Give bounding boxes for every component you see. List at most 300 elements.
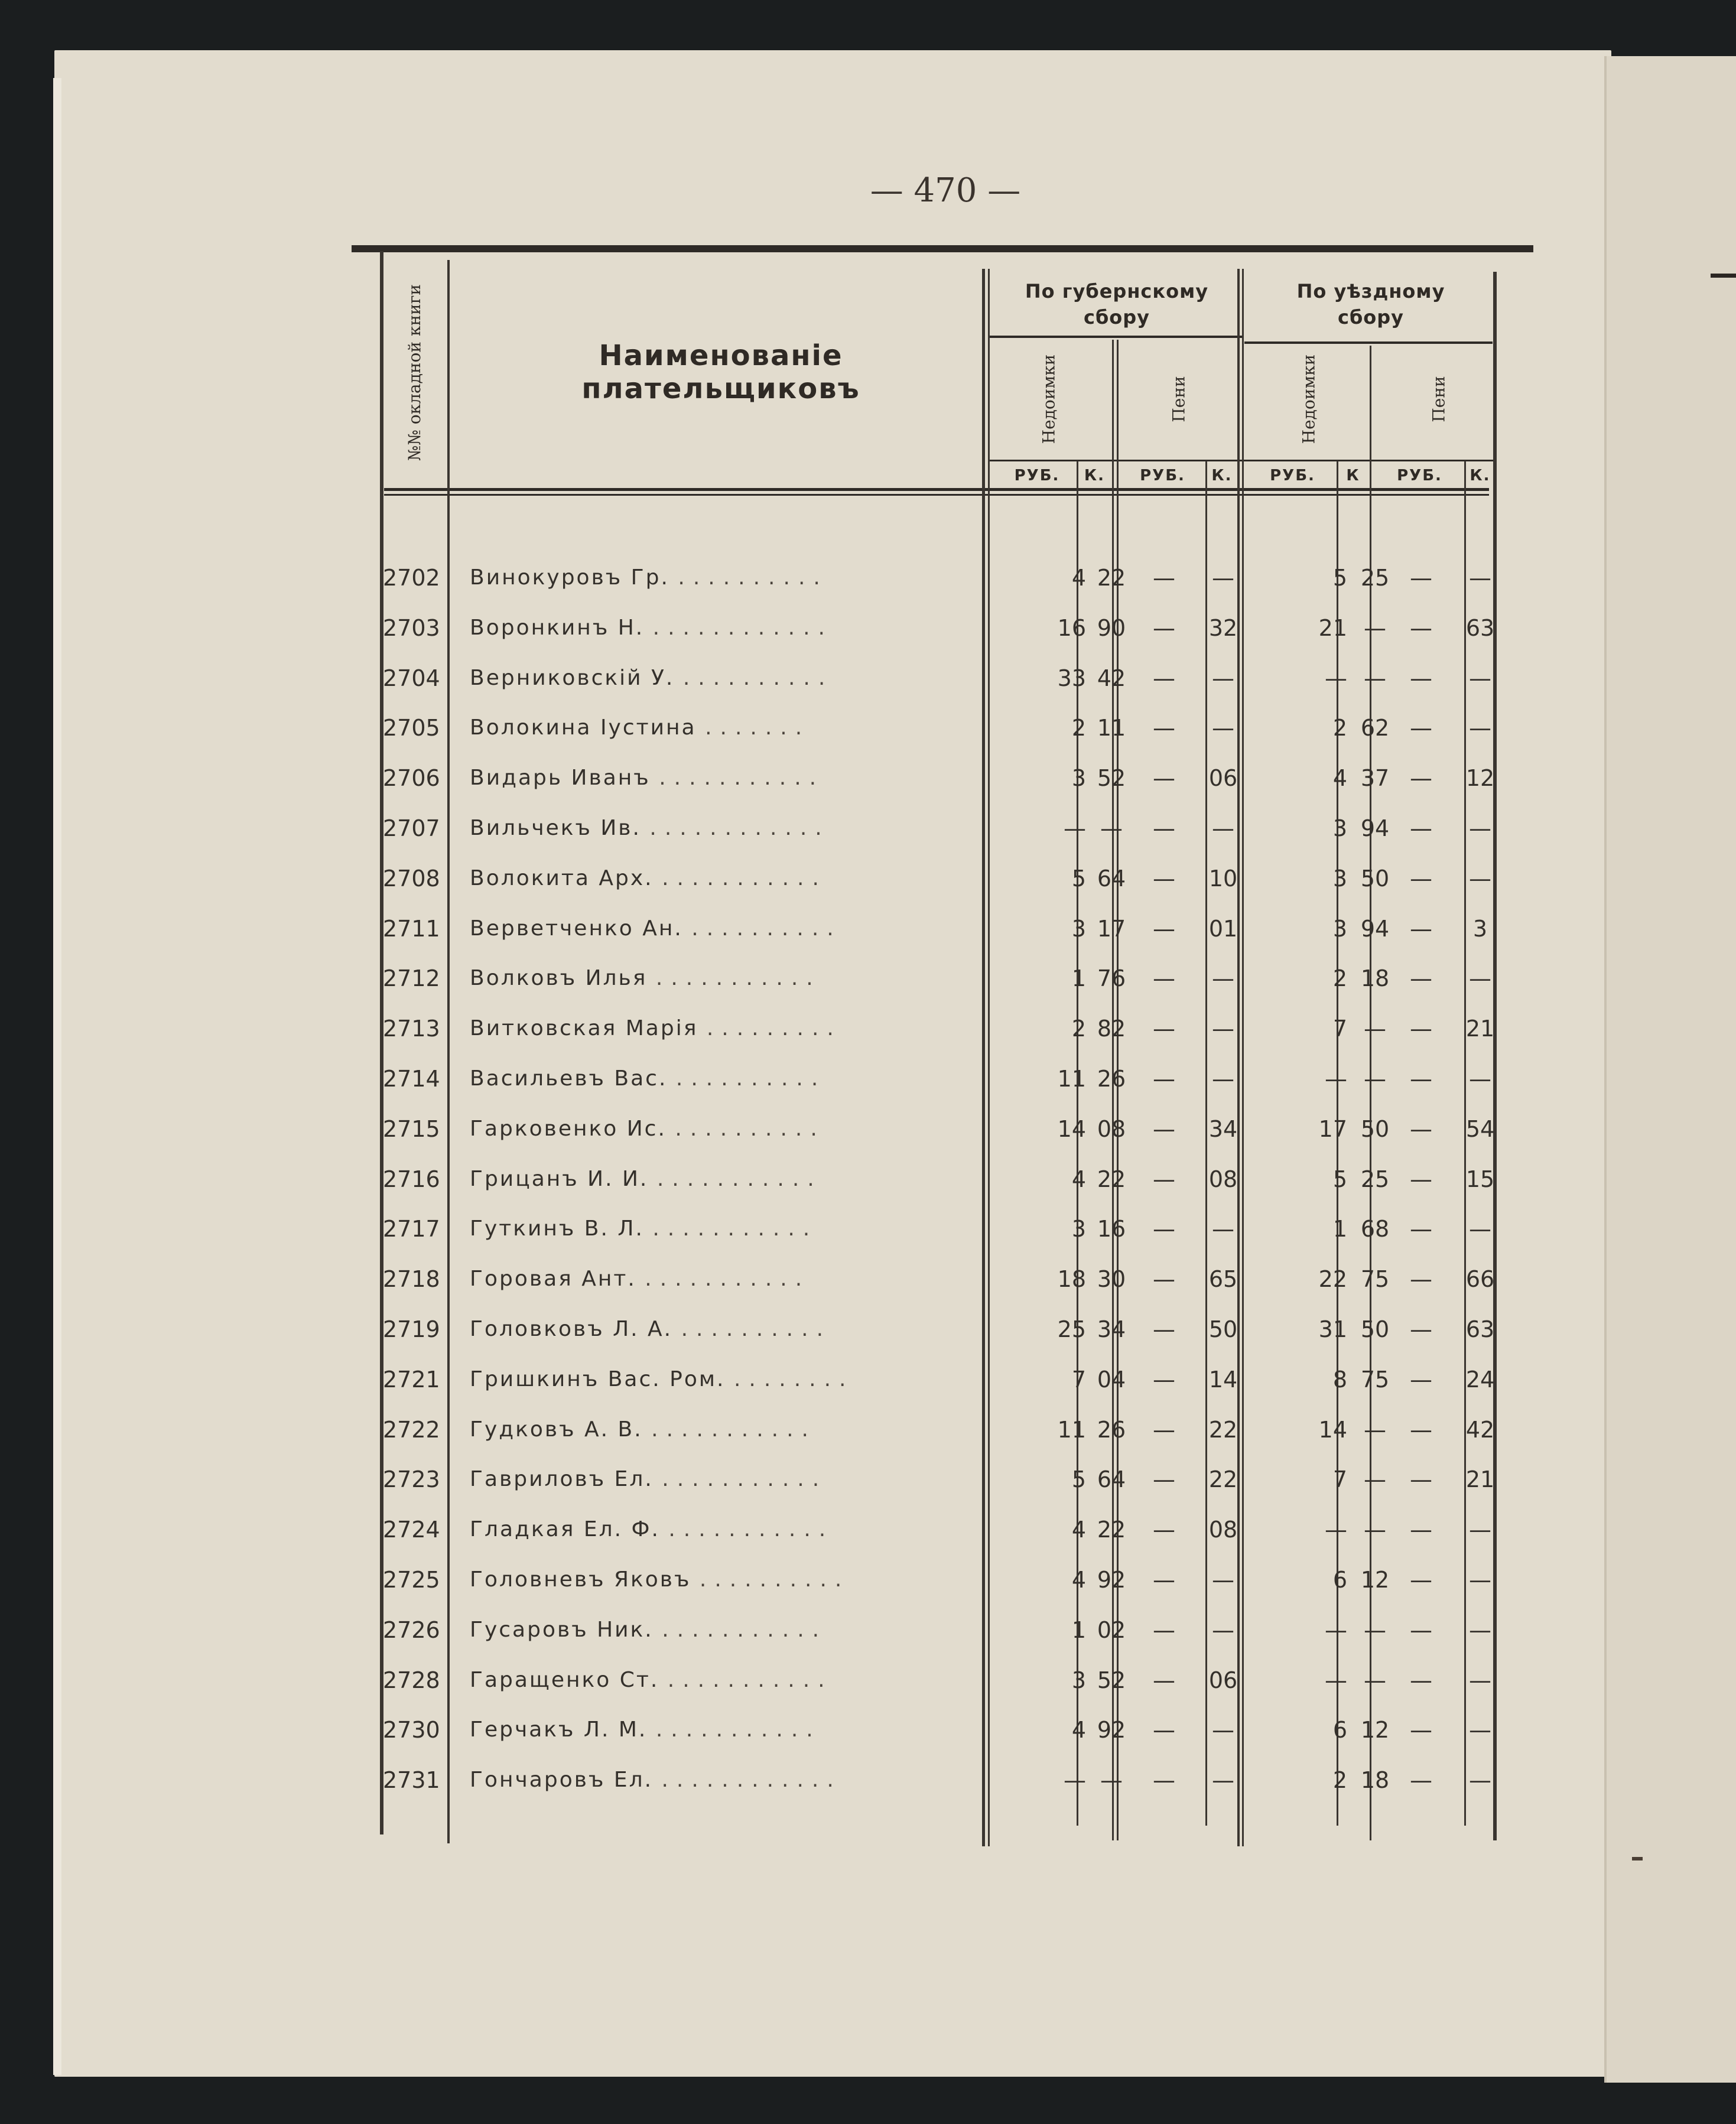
provincial-penalty-kop: 06 — [1208, 1667, 1238, 1693]
table-row — [378, 1609, 1495, 1660]
table-row — [378, 757, 1495, 808]
district-arrears-rub: 2 — [1332, 715, 1347, 741]
payer-name: Винокуровъ Гр. — [470, 565, 669, 590]
district-arrears-kop: 62 — [1360, 715, 1390, 741]
payer-name-cell — [470, 1008, 978, 1049]
provincial-arrears-kop: 52 — [1097, 1667, 1126, 1693]
leader-dots: .......... — [675, 1066, 827, 1091]
unit-kop-a: К. — [1084, 467, 1106, 484]
payer-name-cell — [470, 858, 978, 899]
provincial-penalty-rub: — — [1153, 665, 1175, 691]
unit-rule-a — [988, 460, 1495, 461]
table-row — [378, 1008, 1495, 1058]
unit-rub-d: РУБ. — [1397, 467, 1442, 484]
provincial-arrears-rub: 2 — [1071, 715, 1086, 741]
provincial-penalty-kop: 08 — [1208, 1517, 1238, 1543]
provincial-arrears-kop: 30 — [1097, 1266, 1126, 1293]
table-row — [378, 658, 1495, 708]
district-penalty-kop: 12 — [1465, 765, 1495, 792]
district-arrears-kop: 50 — [1360, 865, 1390, 892]
table-top-rule — [352, 245, 1533, 252]
leader-dots: .......... — [699, 1567, 850, 1592]
payer-name: Герчакъ Л. М. — [470, 1718, 648, 1742]
right-page-mark — [1632, 1857, 1643, 1860]
book-number-cell: 2730 — [383, 1717, 440, 1744]
district-fee-header: По уѣздному сбору — [1296, 280, 1445, 328]
payer-name: Гладкая Ел. Ф. — [470, 1517, 660, 1542]
district-penalty-kop: — — [1469, 1216, 1491, 1242]
district-arrears-kop: — — [1364, 1517, 1386, 1543]
district-arrears-kop: 18 — [1360, 1767, 1390, 1794]
book-number-cell: 2725 — [383, 1567, 440, 1593]
district-penalties-header: Пени — [1429, 375, 1449, 422]
payer-name: Грицанъ И. И. — [470, 1166, 649, 1191]
unit-rub-a: РУБ. — [1014, 467, 1060, 484]
unit-kop-d: К. — [1470, 467, 1491, 484]
provincial-arrears-rub: — — [1064, 815, 1086, 841]
provincial-penalty-kop: — — [1212, 715, 1234, 741]
table-row — [378, 958, 1495, 1008]
provincial-penalty-rub: — — [1153, 815, 1175, 841]
provincial-arrears-kop: 26 — [1097, 1416, 1126, 1443]
provincial-fee-header: По губернскому сбору — [1025, 280, 1209, 328]
leader-dots: ........... — [662, 1467, 828, 1492]
district-arrears-kop: — — [1364, 1667, 1386, 1693]
district-penalty-rub: — — [1410, 1166, 1432, 1192]
district-penalty-rub: — — [1410, 1366, 1432, 1393]
provincial-penalty-rub: — — [1153, 1316, 1175, 1342]
provincial-penalty-rub: — — [1153, 1266, 1175, 1293]
district-arrears-rub: — — [1325, 1517, 1347, 1543]
payer-name-cell — [470, 1159, 978, 1200]
payer-name: Волокина Іустина — [470, 715, 697, 740]
leader-dots: ............ — [649, 816, 830, 840]
payer-name-cell — [470, 607, 978, 649]
payer-name: Волокита Арх. — [470, 866, 654, 890]
district-arrears-kop: 75 — [1360, 1366, 1390, 1393]
payer-name-cell — [470, 1409, 978, 1450]
provincial-arrears-rub: 4 — [1071, 1517, 1086, 1543]
provincial-penalty-kop: 65 — [1208, 1266, 1238, 1293]
district-penalty-kop: 54 — [1465, 1115, 1495, 1142]
provincial-arrears-rub: 5 — [1071, 865, 1086, 892]
table-row — [378, 1709, 1495, 1759]
provincial-arrears-kop: 04 — [1097, 1366, 1126, 1393]
provincial-penalty-rub: — — [1153, 1366, 1175, 1393]
payer-name: Витковская Марія — [470, 1016, 698, 1041]
provincial-penalty-rub: — — [1153, 1466, 1175, 1493]
provincial-arrears-kop: 52 — [1097, 765, 1126, 792]
payer-name: Гуткинъ В. Л. — [470, 1216, 644, 1241]
provincial-penalty-rub: — — [1153, 715, 1175, 741]
book-number-cell: 2705 — [383, 715, 440, 741]
district-penalty-rub: — — [1410, 915, 1432, 942]
district-penalty-kop: 63 — [1465, 1316, 1495, 1342]
table-row — [378, 908, 1495, 958]
payer-name-cell — [470, 1660, 978, 1701]
provincial-penalty-rub: — — [1153, 1616, 1175, 1643]
provincial-arrears-rub: 4 — [1071, 1166, 1086, 1192]
leader-dots: .......... — [682, 665, 834, 690]
district-penalty-kop: — — [1469, 665, 1491, 691]
district-arrears-rub: 21 — [1318, 614, 1347, 641]
payer-name-cell — [470, 1208, 978, 1250]
district-arrears-rub: — — [1325, 1066, 1347, 1092]
book-number-cell: 2707 — [383, 815, 440, 841]
book-number-cell: 2724 — [383, 1517, 440, 1543]
district-arrears-kop: 94 — [1360, 815, 1390, 841]
district-arrears-rub: 1 — [1332, 1216, 1347, 1242]
payer-name-cell — [470, 1108, 978, 1150]
provincial-penalty-rub: — — [1153, 1567, 1175, 1593]
payers-header: Наименованіе плательщиковъ — [581, 339, 860, 405]
district-arrears-kop: — — [1364, 1616, 1386, 1643]
district-penalty-rub: — — [1410, 1066, 1432, 1092]
district-arrears-rub: 3 — [1332, 915, 1347, 942]
provincial-penalty-kop: — — [1212, 965, 1234, 992]
provincial-penalty-kop: 06 — [1208, 765, 1238, 792]
payer-name-cell — [470, 557, 978, 599]
district-arrears-kop: — — [1364, 1466, 1386, 1493]
unit-rub-c: РУБ. — [1270, 467, 1315, 484]
provincial-arrears-header: Недоимки — [1039, 354, 1059, 444]
table-row — [378, 1359, 1495, 1409]
provincial-penalty-rub: — — [1153, 915, 1175, 942]
table-row — [378, 858, 1495, 908]
provincial-penalty-kop: 08 — [1208, 1166, 1238, 1192]
provincial-arrears-rub: 4 — [1071, 1717, 1086, 1744]
table-row — [378, 808, 1495, 858]
book-number-header: №№ окладной книги — [405, 284, 425, 461]
provincial-penalty-kop: — — [1212, 1616, 1234, 1643]
provincial-penalty-kop: — — [1212, 1216, 1234, 1242]
provincial-penalty-kop: 22 — [1208, 1466, 1238, 1493]
table-row — [378, 1309, 1495, 1359]
unit-rub-b: РУБ. — [1140, 467, 1185, 484]
provincial-arrears-kop: 34 — [1097, 1316, 1126, 1342]
payer-name-cell — [470, 1759, 978, 1801]
provincial-arrears-kop: 64 — [1097, 865, 1126, 892]
district-arrears-kop: 25 — [1360, 565, 1390, 591]
district-arrears-header: Недоимки — [1299, 354, 1319, 444]
leader-dots: ........... — [656, 1166, 823, 1191]
district-arrears-rub: 3 — [1332, 815, 1347, 841]
provincial-penalty-kop: — — [1212, 815, 1234, 841]
provincial-arrears-kop: 22 — [1097, 1517, 1126, 1543]
payer-name-cell — [470, 707, 978, 749]
table-row — [378, 1660, 1495, 1710]
district-arrears-rub: 2 — [1332, 1767, 1347, 1794]
district-arrears-kop: — — [1364, 665, 1386, 691]
leader-dots: ............ — [652, 615, 833, 640]
table-row — [378, 557, 1495, 607]
provincial-arrears-kop: 22 — [1097, 1166, 1126, 1192]
district-penalty-rub: — — [1410, 715, 1432, 741]
provincial-penalty-kop: 34 — [1208, 1115, 1238, 1142]
district-arrears-rub: — — [1325, 1667, 1347, 1693]
district-arrears-rub: 7 — [1332, 1016, 1347, 1042]
district-penalty-rub: — — [1410, 965, 1432, 992]
book-number-cell: 2726 — [383, 1616, 440, 1643]
district-arrears-kop: 25 — [1360, 1166, 1390, 1192]
district-arrears-rub: 22 — [1318, 1266, 1347, 1293]
payer-name: Гавриловъ Ел. — [470, 1467, 654, 1492]
district-penalty-rub: — — [1410, 815, 1432, 841]
leader-dots: ........... — [651, 1417, 817, 1442]
book-number-cell: 2717 — [383, 1216, 440, 1242]
header-bottom-rule-2 — [384, 494, 1489, 496]
district-penalty-rub: — — [1410, 1717, 1432, 1744]
header-bottom-rule — [384, 488, 1489, 491]
book-number-cell: 2704 — [383, 665, 440, 691]
table-row — [378, 1409, 1495, 1459]
provincial-arrears-rub: 16 — [1057, 614, 1086, 641]
payer-name-cell — [470, 1058, 978, 1100]
payer-name-cell — [470, 1359, 978, 1400]
provincial-penalties-header: Пени — [1169, 375, 1189, 422]
district-penalty-kop: — — [1469, 1567, 1491, 1593]
payer-name: Гарковенко Ис. — [470, 1116, 667, 1141]
payer-name: Гаращенко Ст. — [470, 1667, 659, 1692]
leader-dots: ........ — [733, 1367, 854, 1391]
payer-name: Видарь Иванъ — [470, 766, 651, 791]
leader-dots: ........... — [667, 1667, 833, 1692]
district-penalty-kop: — — [1469, 715, 1491, 741]
table-row — [378, 1108, 1495, 1159]
provincial-penalty-rub: — — [1153, 1667, 1175, 1693]
leader-dots: .......... — [675, 1116, 825, 1141]
book-number-cell: 2713 — [383, 1016, 440, 1042]
district-penalty-rub: — — [1410, 1266, 1432, 1293]
book-number-cell: 2718 — [383, 1266, 440, 1293]
leader-dots: ........... — [645, 1267, 811, 1292]
provincial-arrears-rub: 33 — [1057, 665, 1086, 691]
provincial-arrears-kop: 92 — [1097, 1717, 1126, 1744]
provincial-penalty-kop: 22 — [1208, 1416, 1238, 1443]
provincial-arrears-rub: 3 — [1071, 915, 1086, 942]
district-arrears-kop: 12 — [1360, 1717, 1390, 1744]
leader-dots: ........... — [659, 766, 825, 791]
district-arrears-rub: — — [1325, 665, 1347, 691]
provincial-arrears-kop: 26 — [1097, 1066, 1126, 1092]
provincial-penalty-rub: — — [1153, 565, 1175, 591]
district-penalty-rub: — — [1410, 565, 1432, 591]
district-penalty-rub: — — [1410, 865, 1432, 892]
district-penalty-kop: — — [1469, 865, 1491, 892]
provincial-arrears-rub: — — [1064, 1767, 1086, 1794]
provincial-arrears-rub: 3 — [1071, 1216, 1086, 1242]
payer-name: Воронкинъ Н. — [470, 615, 645, 640]
table-row — [378, 1058, 1495, 1108]
book-number-cell: 2731 — [383, 1767, 440, 1794]
payer-name-cell — [470, 1559, 978, 1601]
provincial-arrears-rub: 11 — [1057, 1066, 1086, 1092]
payer-name: Головневъ Яковъ — [470, 1567, 691, 1592]
district-arrears-kop: — — [1364, 614, 1386, 641]
leader-dots: .......... — [681, 1317, 832, 1341]
district-arrears-kop: 37 — [1360, 765, 1390, 792]
district-arrears-kop: 50 — [1360, 1115, 1390, 1142]
district-penalty-kop: — — [1469, 1517, 1491, 1543]
district-penalty-rub: — — [1410, 665, 1432, 691]
provincial-penalty-kop: — — [1212, 1717, 1234, 1744]
district-penalty-kop: 21 — [1465, 1016, 1495, 1042]
provincial-arrears-kop: — — [1100, 1767, 1123, 1794]
district-penalty-kop: 3 — [1472, 915, 1488, 942]
district-penalty-kop: 24 — [1465, 1366, 1495, 1393]
leader-dots: ............ — [661, 1768, 842, 1793]
provincial-arrears-rub: 25 — [1057, 1316, 1086, 1342]
provincial-penalty-kop: — — [1212, 1567, 1234, 1593]
district-penalty-rub: — — [1410, 1616, 1432, 1643]
provincial-arrears-kop: 11 — [1097, 715, 1126, 741]
provincial-penalty-rub: — — [1153, 1717, 1175, 1744]
leader-dots: ........... — [668, 1517, 834, 1542]
book-number-cell: 2715 — [383, 1115, 440, 1142]
book-number-cell: 2712 — [383, 965, 440, 992]
district-arrears-rub: 17 — [1318, 1115, 1347, 1142]
leader-dots: ........... — [655, 966, 821, 991]
book-number-cell: 2719 — [383, 1316, 440, 1342]
district-penalty-rub: — — [1410, 1517, 1432, 1543]
book-number-cell: 2722 — [383, 1416, 440, 1443]
district-arrears-rub: 8 — [1332, 1366, 1347, 1393]
district-penalty-rub: — — [1410, 1567, 1432, 1593]
book-number-cell: 2706 — [383, 765, 440, 792]
provincial-arrears-rub: 2 — [1071, 1016, 1086, 1042]
provincial-arrears-rub: 3 — [1071, 765, 1086, 792]
district-arrears-kop: 18 — [1360, 965, 1390, 992]
district-penalty-rub: — — [1410, 1416, 1432, 1443]
district-arrears-rub: 6 — [1332, 1567, 1347, 1593]
district-arrears-kop: — — [1364, 1016, 1386, 1042]
provincial-penalty-rub: — — [1153, 965, 1175, 992]
district-arrears-kop: 50 — [1360, 1316, 1390, 1342]
district-penalty-kop: — — [1469, 815, 1491, 841]
district-penalty-kop: 66 — [1465, 1266, 1495, 1293]
district-arrears-rub: 14 — [1318, 1416, 1347, 1443]
provincial-arrears-kop: 17 — [1097, 915, 1126, 942]
district-penalty-rub: — — [1410, 614, 1432, 641]
district-penalty-kop: — — [1469, 965, 1491, 992]
table-row — [378, 1459, 1495, 1509]
district-penalty-rub: — — [1410, 1316, 1432, 1342]
payer-name-cell — [470, 1459, 978, 1500]
payer-name: Верниковскій У. — [470, 665, 675, 690]
district-arrears-kop: 12 — [1360, 1567, 1390, 1593]
provincial-penalty-rub: — — [1153, 1016, 1175, 1042]
provincial-arrears-kop: 90 — [1097, 614, 1126, 641]
table-row — [378, 1759, 1495, 1810]
district-arrears-kop: — — [1364, 1416, 1386, 1443]
district-arrears-kop: — — [1364, 1066, 1386, 1092]
unit-kop-b: К. — [1211, 467, 1233, 484]
provincial-arrears-rub: 18 — [1057, 1266, 1086, 1293]
book-number-cell: 2703 — [383, 614, 440, 641]
provincial-penalty-kop: — — [1212, 1016, 1234, 1042]
district-penalty-kop: — — [1469, 565, 1491, 591]
payer-name-cell — [470, 908, 978, 949]
provincial-arrears-rub: 4 — [1071, 1567, 1086, 1593]
table-row — [378, 1208, 1495, 1258]
right-page — [1604, 56, 1736, 2083]
provincial-arrears-kop: 82 — [1097, 1016, 1126, 1042]
book-number-cell: 2711 — [383, 915, 440, 942]
provincial-penalty-kop: 50 — [1208, 1316, 1238, 1342]
provincial-penalty-kop: — — [1212, 565, 1234, 591]
payer-name: Головковъ Л. А. — [470, 1317, 673, 1341]
provincial-arrears-kop: 76 — [1097, 965, 1126, 992]
payer-name: Горовая Ант. — [470, 1267, 636, 1292]
provincial-arrears-kop: 42 — [1097, 665, 1126, 691]
page-edge — [53, 78, 61, 2075]
provincial-penalty-kop: — — [1212, 1767, 1234, 1794]
payer-name-cell — [470, 1609, 978, 1651]
district-arrears-kop: 68 — [1360, 1216, 1390, 1242]
provincial-arrears-kop: 08 — [1097, 1115, 1126, 1142]
unit-kop-c: К — [1346, 467, 1360, 484]
provincial-penalty-kop: 10 — [1208, 865, 1238, 892]
district-arrears-rub: 31 — [1318, 1316, 1347, 1342]
right-page-rule — [1711, 274, 1736, 278]
payer-name-cell — [470, 658, 978, 699]
leader-dots: ........... — [662, 1617, 828, 1642]
provincial-penalty-rub: — — [1153, 765, 1175, 792]
payer-name: Волковъ Илья — [470, 966, 648, 991]
provincial-penalty-kop: — — [1212, 1066, 1234, 1092]
provincial-arrears-rub: 11 — [1057, 1416, 1086, 1443]
provincial-arrears-rub: 1 — [1071, 965, 1086, 992]
table-row — [378, 1559, 1495, 1609]
provincial-arrears-rub: 1 — [1071, 1616, 1086, 1643]
district-arrears-rub: 3 — [1332, 865, 1347, 892]
table-row — [378, 1509, 1495, 1559]
payer-name-cell — [470, 808, 978, 849]
provincial-arrears-kop: 22 — [1097, 565, 1126, 591]
book-number-cell: 2714 — [383, 1066, 440, 1092]
payer-name-cell — [470, 1509, 978, 1550]
district-penalty-kop: 15 — [1465, 1166, 1495, 1192]
book-number-cell: 2721 — [383, 1366, 440, 1393]
district-penalty-kop: 63 — [1465, 614, 1495, 641]
district-penalty-rub: — — [1410, 765, 1432, 792]
provincial-penalty-rub: — — [1153, 1517, 1175, 1543]
payer-name: Гусаровъ Ник. — [470, 1617, 654, 1642]
provincial-arrears-rub: 5 — [1071, 1466, 1086, 1493]
provincial-arrears-rub: 3 — [1071, 1667, 1086, 1693]
leader-dots: ........... — [655, 1718, 821, 1742]
district-penalty-kop: — — [1469, 1717, 1491, 1744]
district-penalty-rub: — — [1410, 1466, 1432, 1493]
district-penalty-rub: — — [1410, 1016, 1432, 1042]
payer-name-cell — [470, 757, 978, 799]
book-number-cell: 2708 — [383, 865, 440, 892]
book-number-cell: 2728 — [383, 1667, 440, 1693]
provincial-arrears-kop: 16 — [1097, 1216, 1126, 1242]
payer-name: Васильевъ Вас. — [470, 1066, 668, 1091]
district-penalty-kop: — — [1469, 1767, 1491, 1794]
payer-name-cell — [470, 1258, 978, 1300]
payer-name: Верветченко Ан. — [470, 916, 683, 941]
district-penalty-kop: — — [1469, 1066, 1491, 1092]
provincial-arrears-kop: — — [1100, 815, 1123, 841]
leader-dots: ....... — [705, 715, 811, 740]
leader-dots: ........... — [652, 1216, 818, 1241]
provincial-penalty-rub: — — [1153, 1767, 1175, 1794]
district-arrears-kop: 94 — [1360, 915, 1390, 942]
provincial-arrears-kop: 02 — [1097, 1616, 1126, 1643]
district-arrears-rub: — — [1325, 1616, 1347, 1643]
